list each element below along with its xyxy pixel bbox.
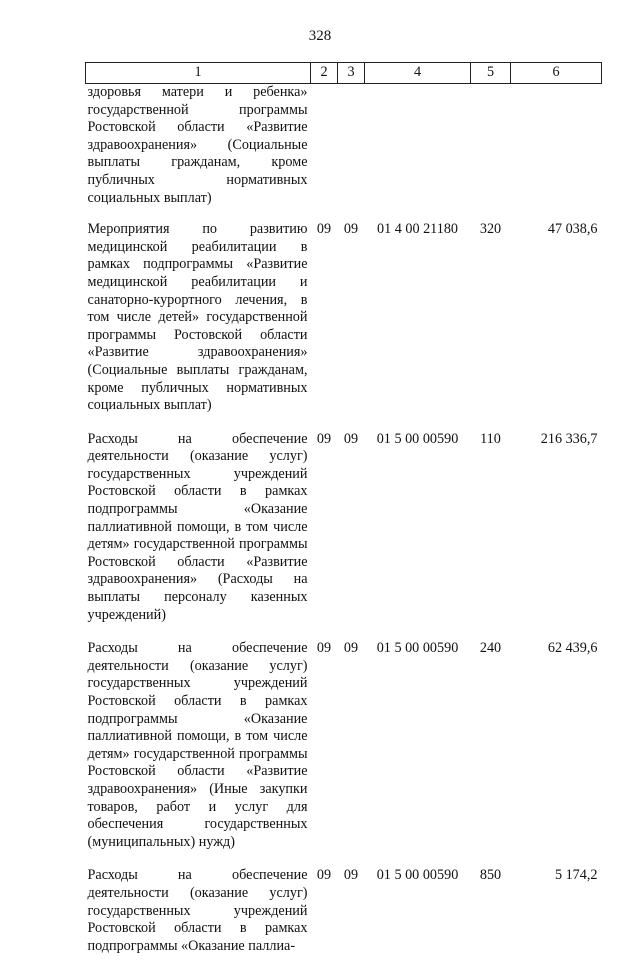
row-amount	[511, 84, 602, 222]
header-col-2: 2	[311, 63, 338, 84]
header-col-5: 5	[471, 63, 511, 84]
table-row	[86, 84, 602, 222]
row-description: Расходы на обеспечение деятельности (оказание услуг) государственных учреждений Ростовской области в рамках подпрограммы «Оказание паллиативной помощи, в том числе детям» государственной программы Ростовской области «Развитие здравоохранения» (Иные закупки товаров, работ и услуг для обеспечения государственных (муниципальных) нужд)	[87, 640, 308, 850]
row-rz: 09	[316, 640, 332, 657]
budget-table	[85, 62, 602, 971]
row-amount: 5 174,2	[554, 867, 598, 884]
row-pr: 09	[343, 221, 359, 238]
row-description: Мероприятия по развитию медицинской реабилитации в рамках подпрограммы «Развитие медицинской реабилитации и санаторно-курортного лечения, в том числе детей» государственной программы Ростовской области «Развитие здравоохранения» (Социальные выплаты гражданам, кроме публичных нормативных социальных выплат)	[87, 221, 308, 414]
table-row	[86, 431, 602, 641]
row-csr: 01 5 00 00590	[376, 640, 459, 657]
header-col-4: 4	[365, 63, 471, 84]
table-row	[86, 867, 602, 971]
row-rz	[311, 84, 338, 222]
row-rz: 09	[316, 430, 332, 447]
row-pr: 09	[343, 640, 359, 657]
header-col-1: 1	[86, 63, 311, 84]
row-amount: 216 336,7	[540, 430, 598, 447]
row-vr: 240	[479, 640, 502, 657]
row-csr: 01 5 00 00590	[376, 430, 459, 447]
row-vr: 320	[479, 221, 502, 238]
row-pr: 09	[343, 867, 359, 884]
table-row	[86, 640, 602, 867]
row-amount: 47 038,6	[547, 221, 598, 238]
row-description: Расходы на обеспечение деятельности (оказание услуг) государственных учреждений Ростовской области в рамках подпрограммы «Оказание паллиативной помощи, в том числе детям» государственной программы Ростовской области «Развитие здравоохранения» (Расходы на выплаты персоналу казенных учреждений)	[87, 430, 308, 623]
row-rz: 09	[316, 867, 332, 884]
row-vr: 850	[479, 867, 502, 884]
row-vr	[471, 84, 511, 222]
row-csr: 01 4 00 21180	[376, 221, 459, 238]
row-description: здоровья матери и ребенка» государственной программы Ростовской области «Развитие здравоохранения» (Социальные выплаты гражданам, кроме публичных нормативных социальных выплат)	[87, 84, 308, 206]
table-row	[86, 221, 602, 431]
row-description: Расходы на обеспечение деятельности (оказание услуг) государственных учреждений Ростовской области в рамках подпрограммы «Оказание паллиа-	[87, 867, 308, 954]
row-amount: 62 439,6	[547, 640, 598, 657]
row-rz: 09	[316, 221, 332, 238]
header-col-6: 6	[511, 63, 602, 84]
row-csr	[365, 84, 471, 222]
row-pr: 09	[343, 430, 359, 447]
row-pr	[338, 84, 365, 222]
table-header-row	[86, 63, 602, 84]
header-col-3: 3	[338, 63, 365, 84]
page-number: 328	[308, 28, 332, 44]
row-vr: 110	[480, 430, 501, 447]
row-csr: 01 5 00 00590	[376, 867, 459, 884]
